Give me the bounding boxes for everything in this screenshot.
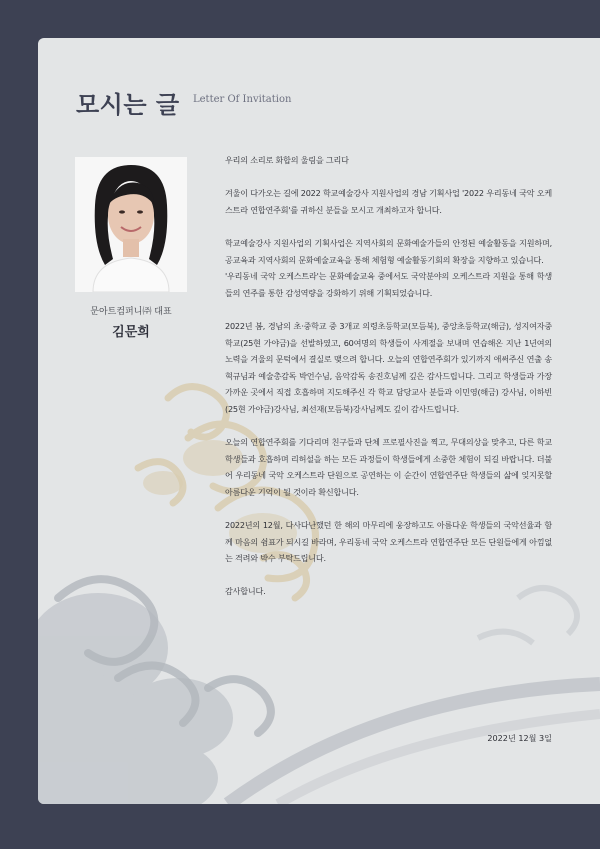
letter-sheet — [38, 38, 600, 804]
letter-paragraph: 겨울이 다가오는 길에 2022 학교예술강사 지원사업의 경남 기획사업 '2022 우리동네 국악 오케스트라 연합연주회'를 귀하신 분들을 모시고 개최하고자 합니다. — [225, 188, 552, 215]
letter-closing: 감사합니다. — [225, 586, 266, 597]
letter-paragraph: 2022년의 12월, 다사다난했던 한 해의 마무리에 웅장하고도 아름다운 학생들의 국악선율과 함께 마음의 쉼표가 되시길 바라며, 우리동네 국악 오케스트라 연합연주단 모든 단원들에게 아낌없는 격려와 박수 부탁드립니다. — [225, 520, 552, 564]
page-title: 모시는 글 — [76, 91, 180, 119]
letter-paragraph: 2022년 봄, 경남의 초·중학교 중 3개교 의령초등학교(모듬북), 중앙초등학교(해금), 성지여자중학교(25현 가야금)을 선발하였고, 60여명의 학생들이 사계절을 보내며 연습해온 지난 1년여의 노력을 겨울의 문턱에서 결실로 맺으려 합니다. 오늘의 연합연주회가 있기까지 애써주신 연출 송혁규님과 예술총감독 박언수님, 음악감독 송진호님께 깊은 감사드립니다. 그리고 학생들과 가장 가까운 곳에서 직접 호흡하며 지도해주신 각 학교 담당교사 분들과 이민영(해금) 강사님, 이하빈(25현 가야금)강사님, 최선재(모듬북)강사님께도 깊이 감사드립니다. — [225, 320, 552, 414]
letter-body — [225, 152, 552, 600]
author-photo — [75, 157, 187, 292]
author-name: 김문희 — [112, 325, 150, 340]
letter-date: 2022년 12월 3일 — [487, 733, 552, 743]
letter-paragraph: 학교예술강사 지원사업의 기획사업은 지역사회의 문화예술가들의 안정된 예술활동을 지원하며, 공교육과 지역사회의 문화예술교육을 통해 체험형 예술활동기회의 확장을 지향하고 있습니다. — [225, 237, 552, 265]
letter-paragraph: '우리동네 국악 오케스트라'는 문화예술교육 중에서도 국악분야의 오케스트라 지원을 통해 학생들의 연주를 통한 감성역량을 강화하기 위해 기획되었습니다. — [225, 271, 552, 298]
letter-heading: 우리의 소리로 화합의 울림을 그리다 — [225, 155, 349, 165]
letter-paragraph: 오늘의 연합연주회를 기다리며 친구들과 단체 프로필사진을 찍고, 무대의상을 맞추고, 다른 학교 학생들과 호흡하며 리허설을 하는 모든 과정들이 학생들에게 소중한 체험이 되길 바랍니다. 더불어 우리동네 국악 오케스트라 단원으로 공연하는 이 순간이 연합연주단 학생들의 삶에 잊지못할 아름다운 기억이 될 것이라 확신합니다. — [225, 437, 552, 497]
page-subtitle: Letter Of Invitation — [193, 94, 292, 105]
author-role: 문아트컴퍼니㈜ 대표 — [90, 307, 172, 317]
